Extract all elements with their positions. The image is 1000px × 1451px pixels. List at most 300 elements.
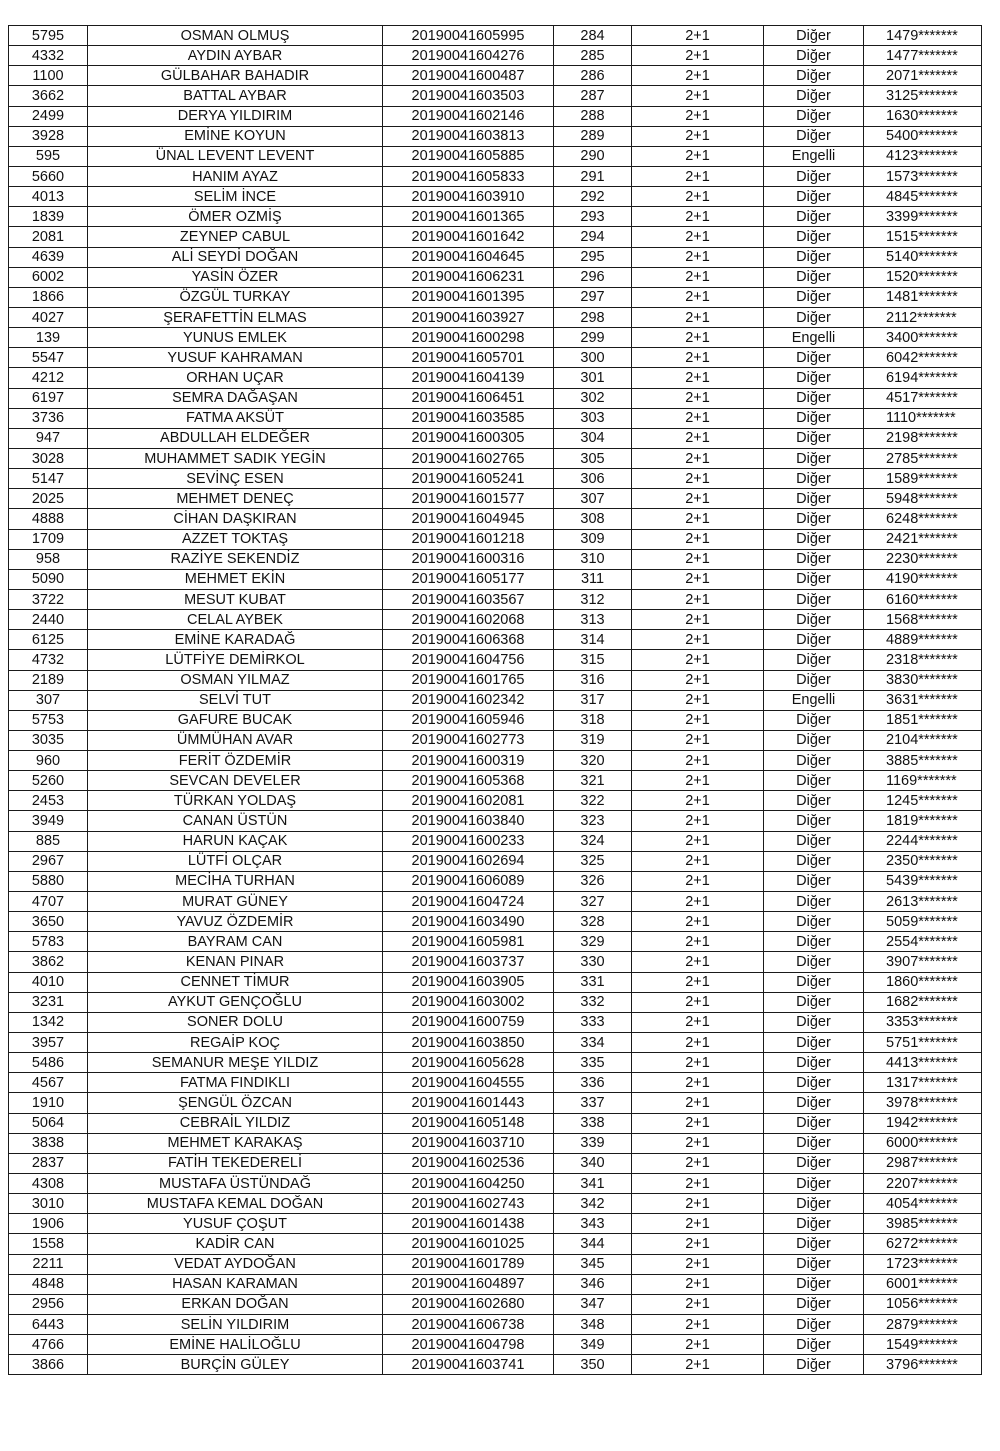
name-cell: MURAT GÜNEY — [88, 892, 383, 912]
category-cell: Diğer — [764, 892, 864, 912]
name-cell: ALİ SEYDİ DOĞAN — [88, 247, 383, 267]
house-type-cell: 2+1 — [632, 1315, 764, 1335]
application-number-cell: 20190041600319 — [383, 751, 554, 771]
masked-id-cell: 3399******* — [864, 207, 982, 227]
house-type-cell: 2+1 — [632, 670, 764, 690]
category-cell: Diğer — [764, 1214, 864, 1234]
table-row — [9, 1194, 982, 1214]
row-number-cell: 4212 — [9, 368, 88, 388]
row-number-cell: 3866 — [9, 1355, 88, 1375]
house-type-cell: 2+1 — [632, 630, 764, 650]
name-cell: ÜNAL LEVENT LEVENT — [88, 146, 383, 166]
sequence-cell: 319 — [554, 730, 632, 750]
sequence-cell: 350 — [554, 1355, 632, 1375]
application-number-cell: 20190041605701 — [383, 348, 554, 368]
category-cell: Diğer — [764, 1033, 864, 1053]
masked-id-cell: 2554******* — [864, 932, 982, 952]
row-number-cell: 1839 — [9, 207, 88, 227]
house-type-cell: 2+1 — [632, 287, 764, 307]
category-cell: Diğer — [764, 1194, 864, 1214]
house-type-cell: 2+1 — [632, 710, 764, 730]
house-type-cell: 2+1 — [632, 1294, 764, 1314]
table-row — [9, 166, 982, 186]
name-cell: VEDAT AYDOĞAN — [88, 1254, 383, 1274]
house-type-cell: 2+1 — [632, 529, 764, 549]
application-number-cell: 20190041602743 — [383, 1194, 554, 1214]
application-number-cell: 20190041600305 — [383, 428, 554, 448]
row-number-cell: 4639 — [9, 247, 88, 267]
sequence-cell: 341 — [554, 1174, 632, 1194]
house-type-cell: 2+1 — [632, 730, 764, 750]
table-row — [9, 751, 982, 771]
row-number-cell: 4848 — [9, 1274, 88, 1294]
table-row — [9, 469, 982, 489]
table-row — [9, 1012, 982, 1032]
application-number-cell: 20190041604555 — [383, 1073, 554, 1093]
sequence-cell: 328 — [554, 912, 632, 932]
masked-id-cell: 2207******* — [864, 1174, 982, 1194]
application-number-cell: 20190041605981 — [383, 932, 554, 952]
table-row — [9, 1294, 982, 1314]
sequence-cell: 311 — [554, 569, 632, 589]
house-type-cell: 2+1 — [632, 1335, 764, 1355]
table-row — [9, 1153, 982, 1173]
name-cell: ÖZGÜL TURKAY — [88, 287, 383, 307]
masked-id-cell: 6000******* — [864, 1133, 982, 1153]
row-number-cell: 1342 — [9, 1012, 88, 1032]
row-number-cell: 3231 — [9, 992, 88, 1012]
row-number-cell: 4707 — [9, 892, 88, 912]
name-cell: AZZET TOKTAŞ — [88, 529, 383, 549]
masked-id-cell: 5751******* — [864, 1033, 982, 1053]
house-type-cell: 2+1 — [632, 1174, 764, 1194]
row-number-cell: 4888 — [9, 509, 88, 529]
application-number-cell: 20190041602068 — [383, 610, 554, 630]
table-row — [9, 1093, 982, 1113]
row-number-cell: 4732 — [9, 650, 88, 670]
category-cell: Diğer — [764, 106, 864, 126]
masked-id-cell: 1110******* — [864, 408, 982, 428]
house-type-cell: 2+1 — [632, 469, 764, 489]
masked-id-cell: 1549******* — [864, 1335, 982, 1355]
masked-id-cell: 3353******* — [864, 1012, 982, 1032]
sequence-cell: 326 — [554, 871, 632, 891]
masked-id-cell: 1860******* — [864, 972, 982, 992]
sequence-cell: 320 — [554, 751, 632, 771]
house-type-cell: 2+1 — [632, 690, 764, 710]
name-cell: REGAİP KOÇ — [88, 1033, 383, 1053]
row-number-cell: 1709 — [9, 529, 88, 549]
row-number-cell: 4308 — [9, 1174, 88, 1194]
category-cell: Diğer — [764, 610, 864, 630]
name-cell: SELİM İNCE — [88, 187, 383, 207]
name-cell: CEBRAİL YILDIZ — [88, 1113, 383, 1133]
house-type-cell: 2+1 — [632, 650, 764, 670]
category-cell: Diğer — [764, 791, 864, 811]
sequence-cell: 332 — [554, 992, 632, 1012]
sequence-cell: 305 — [554, 448, 632, 468]
sequence-cell: 300 — [554, 348, 632, 368]
application-number-cell: 20190041600316 — [383, 549, 554, 569]
category-cell: Diğer — [764, 1315, 864, 1335]
table-row — [9, 448, 982, 468]
masked-id-cell: 3400******* — [864, 328, 982, 348]
category-cell: Diğer — [764, 569, 864, 589]
masked-id-cell: 1851******* — [864, 710, 982, 730]
sequence-cell: 330 — [554, 952, 632, 972]
category-cell: Diğer — [764, 428, 864, 448]
masked-id-cell: 3631******* — [864, 690, 982, 710]
house-type-cell: 2+1 — [632, 1254, 764, 1274]
sequence-cell: 310 — [554, 549, 632, 569]
name-cell: SEVİNÇ ESEN — [88, 469, 383, 489]
application-number-cell: 20190041606451 — [383, 388, 554, 408]
name-cell: CANAN ÜSTÜN — [88, 811, 383, 831]
sequence-cell: 349 — [554, 1335, 632, 1355]
application-number-cell: 20190041601765 — [383, 670, 554, 690]
house-type-cell: 2+1 — [632, 771, 764, 791]
table-row — [9, 710, 982, 730]
masked-id-cell: 1317******* — [864, 1073, 982, 1093]
sequence-cell: 287 — [554, 86, 632, 106]
name-cell: SELVİ TUT — [88, 690, 383, 710]
house-type-cell: 2+1 — [632, 751, 764, 771]
category-cell: Diğer — [764, 1254, 864, 1274]
masked-id-cell: 1056******* — [864, 1294, 982, 1314]
sequence-cell: 292 — [554, 187, 632, 207]
sequence-cell: 299 — [554, 328, 632, 348]
table-row — [9, 811, 982, 831]
masked-id-cell: 3796******* — [864, 1355, 982, 1375]
house-type-cell: 2+1 — [632, 66, 764, 86]
name-cell: MEHMET DENEÇ — [88, 489, 383, 509]
house-type-cell: 2+1 — [632, 207, 764, 227]
row-number-cell: 1906 — [9, 1214, 88, 1234]
sequence-cell: 322 — [554, 791, 632, 811]
name-cell: YASİN ÖZER — [88, 267, 383, 287]
house-type-cell: 2+1 — [632, 448, 764, 468]
masked-id-cell: 6248******* — [864, 509, 982, 529]
row-number-cell: 139 — [9, 328, 88, 348]
table-row — [9, 589, 982, 609]
application-number-cell: 20190041600298 — [383, 328, 554, 348]
name-cell: SEVCAN DEVELER — [88, 771, 383, 791]
application-number-cell: 20190041602342 — [383, 690, 554, 710]
applicant-table — [8, 25, 982, 1375]
table-row — [9, 912, 982, 932]
application-number-cell: 20190041600233 — [383, 831, 554, 851]
row-number-cell: 5147 — [9, 469, 88, 489]
name-cell: GÜLBAHAR BAHADIR — [88, 66, 383, 86]
table-row — [9, 1274, 982, 1294]
application-number-cell: 20190041603741 — [383, 1355, 554, 1375]
masked-id-cell: 2350******* — [864, 851, 982, 871]
house-type-cell: 2+1 — [632, 187, 764, 207]
masked-id-cell: 1515******* — [864, 227, 982, 247]
house-type-cell: 2+1 — [632, 227, 764, 247]
sequence-cell: 331 — [554, 972, 632, 992]
row-number-cell: 2081 — [9, 227, 88, 247]
table-row — [9, 630, 982, 650]
category-cell: Diğer — [764, 348, 864, 368]
table-row — [9, 1315, 982, 1335]
name-cell: HANIM AYAZ — [88, 166, 383, 186]
category-cell: Diğer — [764, 1234, 864, 1254]
row-number-cell: 595 — [9, 146, 88, 166]
category-cell: Diğer — [764, 630, 864, 650]
table-row — [9, 1214, 982, 1234]
application-number-cell: 20190041601443 — [383, 1093, 554, 1113]
sequence-cell: 340 — [554, 1153, 632, 1173]
application-number-cell: 20190041604645 — [383, 247, 554, 267]
name-cell: MUSTAFA ÜSTÜNDAĞ — [88, 1174, 383, 1194]
sequence-cell: 318 — [554, 710, 632, 730]
table-row — [9, 690, 982, 710]
masked-id-cell: 1520******* — [864, 267, 982, 287]
table-row — [9, 831, 982, 851]
masked-id-cell: 6042******* — [864, 348, 982, 368]
category-cell: Diğer — [764, 549, 864, 569]
house-type-cell: 2+1 — [632, 146, 764, 166]
house-type-cell: 2+1 — [632, 610, 764, 630]
sequence-cell: 294 — [554, 227, 632, 247]
sequence-cell: 317 — [554, 690, 632, 710]
house-type-cell: 2+1 — [632, 912, 764, 932]
table-row — [9, 509, 982, 529]
masked-id-cell: 1481******* — [864, 287, 982, 307]
application-number-cell: 20190041604756 — [383, 650, 554, 670]
table-row — [9, 1174, 982, 1194]
sequence-cell: 303 — [554, 408, 632, 428]
masked-id-cell: 5400******* — [864, 126, 982, 146]
sequence-cell: 348 — [554, 1315, 632, 1335]
category-cell: Diğer — [764, 469, 864, 489]
name-cell: ÖMER OZMİŞ — [88, 207, 383, 227]
table-row — [9, 66, 982, 86]
sequence-cell: 337 — [554, 1093, 632, 1113]
sequence-cell: 329 — [554, 932, 632, 952]
sequence-cell: 313 — [554, 610, 632, 630]
category-cell: Diğer — [764, 1073, 864, 1093]
application-number-cell: 20190041603840 — [383, 811, 554, 831]
application-number-cell: 20190041601365 — [383, 207, 554, 227]
category-cell: Diğer — [764, 1133, 864, 1153]
table-row — [9, 388, 982, 408]
row-number-cell: 3028 — [9, 448, 88, 468]
house-type-cell: 2+1 — [632, 368, 764, 388]
house-type-cell: 2+1 — [632, 86, 764, 106]
table-row — [9, 932, 982, 952]
house-type-cell: 2+1 — [632, 892, 764, 912]
row-number-cell: 5260 — [9, 771, 88, 791]
masked-id-cell: 1245******* — [864, 791, 982, 811]
name-cell: EMİNE KOYUN — [88, 126, 383, 146]
name-cell: BATTAL AYBAR — [88, 86, 383, 106]
row-number-cell: 3010 — [9, 1194, 88, 1214]
name-cell: ÜMMÜHAN AVAR — [88, 730, 383, 750]
masked-id-cell: 2318******* — [864, 650, 982, 670]
house-type-cell: 2+1 — [632, 589, 764, 609]
row-number-cell: 307 — [9, 690, 88, 710]
masked-id-cell: 3125******* — [864, 86, 982, 106]
name-cell: LÜTFİ OLÇAR — [88, 851, 383, 871]
row-number-cell: 4332 — [9, 46, 88, 66]
sequence-cell: 309 — [554, 529, 632, 549]
row-number-cell: 885 — [9, 831, 88, 851]
name-cell: BAYRAM CAN — [88, 932, 383, 952]
category-cell: Diğer — [764, 1174, 864, 1194]
name-cell: CENNET TİMUR — [88, 972, 383, 992]
row-number-cell: 6443 — [9, 1315, 88, 1335]
sequence-cell: 342 — [554, 1194, 632, 1214]
application-number-cell: 20190041605833 — [383, 166, 554, 186]
house-type-cell: 2+1 — [632, 46, 764, 66]
table-row — [9, 1133, 982, 1153]
sequence-cell: 316 — [554, 670, 632, 690]
row-number-cell: 3957 — [9, 1033, 88, 1053]
sequence-cell: 285 — [554, 46, 632, 66]
category-cell: Diğer — [764, 1355, 864, 1375]
category-cell: Diğer — [764, 811, 864, 831]
sequence-cell: 325 — [554, 851, 632, 871]
application-number-cell: 20190041600487 — [383, 66, 554, 86]
category-cell: Diğer — [764, 126, 864, 146]
house-type-cell: 2+1 — [632, 831, 764, 851]
table-row — [9, 267, 982, 287]
row-number-cell: 6197 — [9, 388, 88, 408]
row-number-cell: 3736 — [9, 408, 88, 428]
table-row — [9, 428, 982, 448]
house-type-cell: 2+1 — [632, 992, 764, 1012]
row-number-cell: 4010 — [9, 972, 88, 992]
category-cell: Diğer — [764, 207, 864, 227]
table-row — [9, 791, 982, 811]
masked-id-cell: 1723******* — [864, 1254, 982, 1274]
row-number-cell: 5753 — [9, 710, 88, 730]
name-cell: SONER DOLU — [88, 1012, 383, 1032]
table-body — [9, 26, 982, 1375]
application-number-cell: 20190041601577 — [383, 489, 554, 509]
category-cell: Diğer — [764, 1274, 864, 1294]
application-number-cell: 20190041603813 — [383, 126, 554, 146]
name-cell: CİHAN DAŞKIRAN — [88, 509, 383, 529]
name-cell: MESUT KUBAT — [88, 589, 383, 609]
masked-id-cell: 4845******* — [864, 187, 982, 207]
row-number-cell: 2956 — [9, 1294, 88, 1314]
masked-id-cell: 2104******* — [864, 730, 982, 750]
sequence-cell: 338 — [554, 1113, 632, 1133]
sequence-cell: 284 — [554, 26, 632, 46]
row-number-cell: 4027 — [9, 307, 88, 327]
house-type-cell: 2+1 — [632, 1012, 764, 1032]
masked-id-cell: 2421******* — [864, 529, 982, 549]
row-number-cell: 3949 — [9, 811, 88, 831]
house-type-cell: 2+1 — [632, 328, 764, 348]
house-type-cell: 2+1 — [632, 1073, 764, 1093]
table-row — [9, 247, 982, 267]
row-number-cell: 5486 — [9, 1053, 88, 1073]
row-number-cell: 6125 — [9, 630, 88, 650]
application-number-cell: 20190041601438 — [383, 1214, 554, 1234]
application-number-cell: 20190041602773 — [383, 730, 554, 750]
sequence-cell: 345 — [554, 1254, 632, 1274]
table-row — [9, 650, 982, 670]
application-number-cell: 20190041602146 — [383, 106, 554, 126]
name-cell: DERYA YILDIRIM — [88, 106, 383, 126]
application-number-cell: 20190041603503 — [383, 86, 554, 106]
application-number-cell: 20190041603850 — [383, 1033, 554, 1053]
house-type-cell: 2+1 — [632, 1033, 764, 1053]
name-cell: MUHAMMET SADIK YEGİN — [88, 448, 383, 468]
application-number-cell: 20190041604250 — [383, 1174, 554, 1194]
category-cell: Diğer — [764, 388, 864, 408]
row-number-cell: 5783 — [9, 932, 88, 952]
application-number-cell: 20190041601395 — [383, 287, 554, 307]
name-cell: AYKUT GENÇOĞLU — [88, 992, 383, 1012]
name-cell: ORHAN UÇAR — [88, 368, 383, 388]
name-cell: YUSUF ÇOŞUT — [88, 1214, 383, 1234]
sequence-cell: 346 — [554, 1274, 632, 1294]
category-cell: Diğer — [764, 670, 864, 690]
application-number-cell: 20190041603737 — [383, 952, 554, 972]
category-cell: Diğer — [764, 871, 864, 891]
row-number-cell: 5090 — [9, 569, 88, 589]
sequence-cell: 297 — [554, 287, 632, 307]
row-number-cell: 2837 — [9, 1153, 88, 1173]
masked-id-cell: 1819******* — [864, 811, 982, 831]
sequence-cell: 307 — [554, 489, 632, 509]
table-row — [9, 730, 982, 750]
category-cell: Diğer — [764, 448, 864, 468]
house-type-cell: 2+1 — [632, 307, 764, 327]
table-row — [9, 106, 982, 126]
masked-id-cell: 3985******* — [864, 1214, 982, 1234]
sequence-cell: 334 — [554, 1033, 632, 1053]
application-number-cell: 20190041605368 — [383, 771, 554, 791]
table-row — [9, 1033, 982, 1053]
row-number-cell: 1910 — [9, 1093, 88, 1113]
house-type-cell: 2+1 — [632, 26, 764, 46]
name-cell: YAVUZ ÖZDEMİR — [88, 912, 383, 932]
table-row — [9, 146, 982, 166]
row-number-cell: 2440 — [9, 610, 88, 630]
category-cell: Diğer — [764, 831, 864, 851]
table-row — [9, 952, 982, 972]
name-cell: ABDULLAH ELDEĞER — [88, 428, 383, 448]
application-number-cell: 20190041604798 — [383, 1335, 554, 1355]
table-row — [9, 348, 982, 368]
name-cell: AYDIN AYBAR — [88, 46, 383, 66]
masked-id-cell: 2112******* — [864, 307, 982, 327]
sequence-cell: 343 — [554, 1214, 632, 1234]
category-cell: Diğer — [764, 751, 864, 771]
category-cell: Diğer — [764, 912, 864, 932]
masked-id-cell: 1682******* — [864, 992, 982, 1012]
house-type-cell: 2+1 — [632, 1274, 764, 1294]
application-number-cell: 20190041605177 — [383, 569, 554, 589]
category-cell: Diğer — [764, 368, 864, 388]
table-row — [9, 549, 982, 569]
table-row — [9, 307, 982, 327]
category-cell: Diğer — [764, 1012, 864, 1032]
name-cell: FATİH TEKEDERELİ — [88, 1153, 383, 1173]
row-number-cell: 3862 — [9, 952, 88, 972]
row-number-cell: 3650 — [9, 912, 88, 932]
application-number-cell: 20190041601025 — [383, 1234, 554, 1254]
sequence-cell: 339 — [554, 1133, 632, 1153]
name-cell: HASAN KARAMAN — [88, 1274, 383, 1294]
house-type-cell: 2+1 — [632, 126, 764, 146]
